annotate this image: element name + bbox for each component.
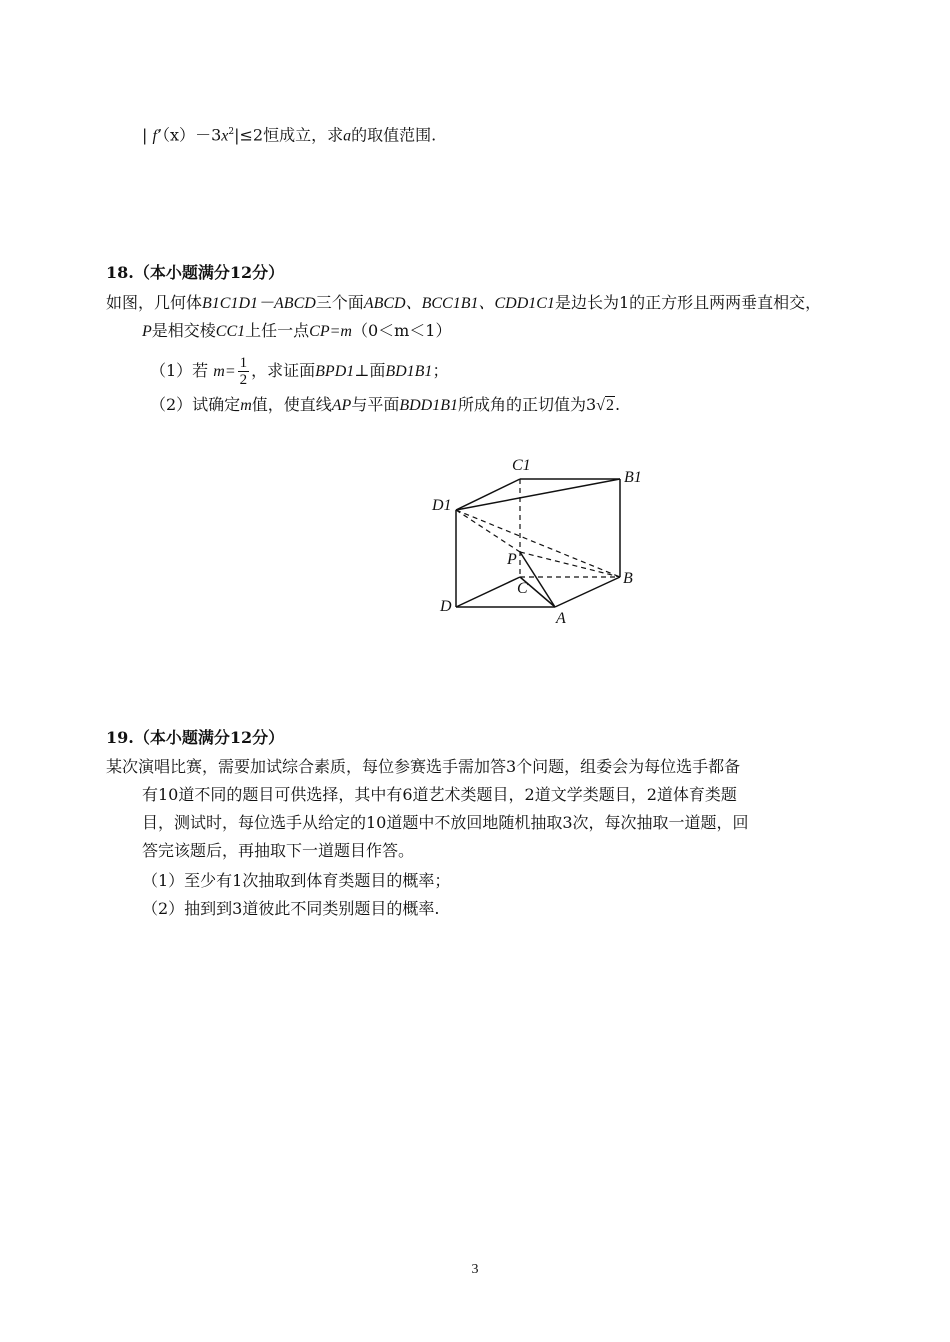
q18-p2-label: （2）试确定 [150,395,241,414]
x-paren: （x） [162,125,196,145]
q18-p2-m: m [240,397,252,414]
radicand: 2 [605,397,614,414]
label-b: B [623,570,633,587]
q18-line2 [142,320,452,343]
edge-d1-b1 [456,479,620,510]
q18-part2 [150,394,620,417]
q18-p2-mid: 值，使直线 [251,395,332,414]
q19-line3: 目，测试时，每位选手从给定的10道题中不放回地随机抽取3次，每次抽取一道题，回 [142,813,749,832]
q18-l2-mid: 是相交棱 [151,321,216,340]
q19-part1: （1）至少有1次抽取到体育类题目的概率； [142,871,451,890]
label-c1: C1 [512,457,531,474]
q18-p1-plane1: BPD1 [315,363,355,380]
a-var: a [343,127,352,145]
prime-mark: ’ [156,125,163,145]
q18-faces: ABCD、BCC1B1、CDD1C1 [363,295,555,312]
q18-point-p: P [142,323,152,340]
condition-text: ≤2恒成立，求 [239,125,344,145]
cube-diagram [420,452,660,632]
exponent: 2 [228,127,235,137]
q18-solid: B1C1D1－ABCD [202,295,316,312]
q18-p2-line: AP [331,397,352,414]
q18-l1-mid: 三个面 [315,293,364,312]
q18-p1-perp: ⊥面 [354,361,386,380]
q19-line2: 有10道不同的题目可供选择，其中有6道艺术类题目，2道文学类题目，2道体育类题 [142,785,737,804]
dashed-p-b [520,552,620,577]
q18-l1-post: 是边长为1的正方形且两两垂直相交， [554,293,822,312]
label-d: D [440,598,452,615]
f-symbol: f [152,127,157,145]
abs-close: | [234,125,240,145]
page-number: 3 [471,1262,479,1277]
dashed-d1-b [456,510,620,577]
x-var: x [221,127,229,145]
dashed-d1-p [456,510,520,552]
condition-tail: 的取值范围. [351,125,437,145]
q18-p1-label: （1）若 [150,361,209,380]
abs-open: | [142,125,148,145]
edge-a-b [555,577,620,607]
label-c: C [517,580,528,597]
q18-p1-end: ； [432,361,449,380]
q18-p1-plane2: BD1B1 [385,363,433,380]
label-b1: B1 [624,469,642,486]
fraction-denominator: 2 [239,372,248,388]
q19-part2: （2）抽到到3道彼此不同类别题目的概率. [142,899,440,918]
edge-d-c [456,577,520,607]
q18-cond: CP=m [309,323,352,340]
sqrt-two: √2 [596,397,614,414]
q18-p1-mid: ，求证面 [251,361,316,380]
q18-p2-end: . [614,395,621,414]
fraction-one-half [238,355,250,388]
q19-title: 19.（本小题满分12分） [106,728,285,747]
q18-p2-plane: BDD1B1 [399,397,458,414]
q18-p1-m: m= [213,363,236,380]
fraction-numerator: 1 [239,355,248,371]
q18-title: 18.（本小题满分12分） [106,263,285,282]
q18-edge: CC1 [215,323,246,340]
q18-l2-pt: 上任一点 [245,321,310,340]
label-a: A [556,610,566,627]
q18-range: （0＜m＜1） [351,321,452,340]
q18-part1 [150,355,448,388]
q18-l1-pre: 如图，几何体 [106,293,203,312]
q19-line1: 某次演唱比赛，需要加试综合素质，每位参赛选手需加答3个问题，组委会为每位选手都备 [106,757,741,776]
q18-line1 [106,292,821,315]
label-p: P [507,551,517,568]
continuation-line [142,121,436,147]
label-d1: D1 [432,497,452,514]
q19-line4: 答完该题后，再抽取下一道题目作答。 [142,841,415,860]
q18-p2-mid2: 与平面 [351,395,400,414]
q18-p2-mid3: 所成角的正切值为3 [457,395,597,414]
edge-d1-c1 [456,479,520,510]
minus-three: －3 [195,125,222,145]
